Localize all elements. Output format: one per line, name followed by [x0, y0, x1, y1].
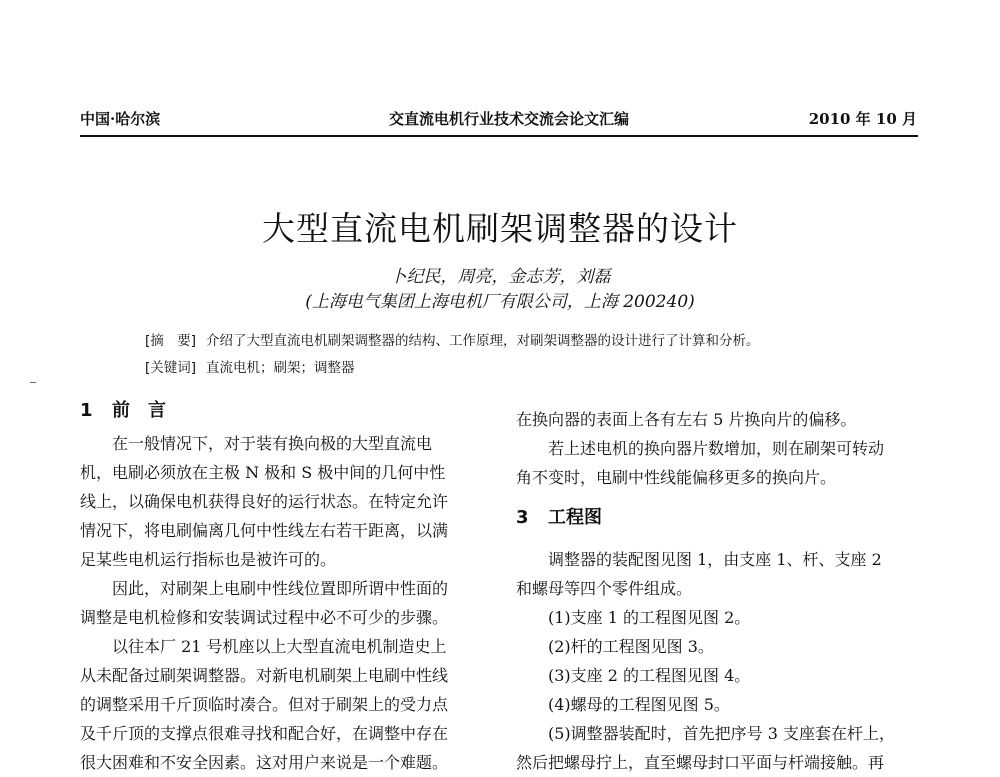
text-line: 因此，对刷架上电刷中性线位置即所谓中性面的 [112, 579, 449, 598]
text-line: 从未配备过刷架调整器。对新电机刷架上电刷中性线 [80, 666, 449, 685]
left-column [80, 429, 480, 777]
section-1-number: 1 [80, 400, 93, 421]
text-line: 角不变时，电刷中性线能偏移更多的换向片。 [516, 468, 837, 487]
text-line: 的调整采用千斤顶临时凑合。但对于刷架上的受力点 [80, 695, 449, 714]
right-paragraph-0 [516, 405, 916, 434]
text-line: 很大困难和不安全因素。这对用户来说是一个难题。 [80, 753, 449, 772]
keywords [145, 356, 355, 376]
text-line: 机，电刷必须放在主极 N 极和 S 极中间的几何中性 [80, 463, 446, 482]
section-3-number: 3 [516, 507, 529, 528]
running-header-right: 2010 年 10 月 [808, 110, 917, 128]
running-header-left: 中国·哈尔滨 [80, 110, 161, 128]
text-line: (5)调整器装配时，首先把序号 3 支座套在杆上， [548, 724, 896, 743]
section-3-heading [516, 503, 602, 529]
section-1-heading [80, 396, 166, 422]
right-column-top [516, 405, 916, 492]
right-column-bottom [516, 545, 916, 777]
text-line: 调整是电机检修和安装调试过程中必不可少的步骤。 [80, 608, 449, 627]
section-1-title: 前 言 [112, 400, 166, 421]
paper-title: 大型直流电机刷架调整器的设计 [262, 209, 738, 248]
left-paragraph-2 [80, 574, 480, 632]
right-paragraph-2 [516, 545, 916, 603]
text-line: 情况下，将电刷偏离几何中性线左右若干距离，以满 [80, 521, 449, 540]
margin-mark [30, 382, 36, 383]
text-line: 以往本厂 21 号机座以上大型直流电机制造史上 [112, 637, 447, 656]
text-line: 调整器的装配图见图 1，由支座 1、杆、支座 2 [548, 550, 882, 569]
abstract-text: 介绍了大型直流电机刷架调整器的结构、工作原理，对刷架调整器的设计进行了计算和分析。 [206, 333, 760, 349]
list-item: (1)支座 1 的工程图见图 2。 [548, 608, 751, 627]
abstract-label: [摘 要] [145, 333, 197, 349]
left-paragraph-1 [80, 429, 480, 574]
right-paragraph-1 [516, 434, 916, 492]
text-line: 在换向器的表面上各有左右 5 片换向片的偏移。 [516, 410, 857, 429]
affiliation: (上海电气集团上海电机厂有限公司，上海 200240) [305, 292, 695, 312]
list-item: (3)支座 2 的工程图见图 4。 [548, 666, 751, 685]
keywords-text: 直流电机；刷架；调整器 [206, 360, 355, 376]
text-line: 足某些电机运行指标也是被许可的。 [80, 550, 337, 569]
text-line: 在一般情况下，对于装有换向极的大型直流电 [112, 434, 433, 453]
authors: 卜纪民，周亮，金志芳，刘磊 [389, 267, 611, 287]
text-line: 线上，以确保电机获得良好的运行状态。在特定允许 [80, 492, 449, 511]
keywords-label: [关键词] [145, 360, 197, 376]
text-line: 若上述电机的换向器片数增加，则在刷架可转动 [548, 439, 885, 458]
figure-list [516, 603, 916, 719]
left-paragraph-3 [80, 632, 480, 777]
section-3-title: 工程图 [548, 507, 602, 528]
header-rule [80, 135, 918, 137]
list-item: (2)杆的工程图见图 3。 [548, 637, 714, 656]
abstract [145, 329, 760, 349]
text-line: 及千斤顶的支撑点很难寻找和配合好，在调整中存在 [80, 724, 449, 743]
right-paragraph-3 [516, 719, 916, 777]
text-line: 然后把螺母拧上，直至螺母封口平面与杆端接触。再 [516, 753, 885, 772]
list-item: (4)螺母的工程图见图 5。 [548, 695, 730, 714]
text-line: 和螺母等四个零件组成。 [516, 579, 693, 598]
running-header-center: 交直流电机行业技术交流会论文汇编 [389, 110, 630, 128]
